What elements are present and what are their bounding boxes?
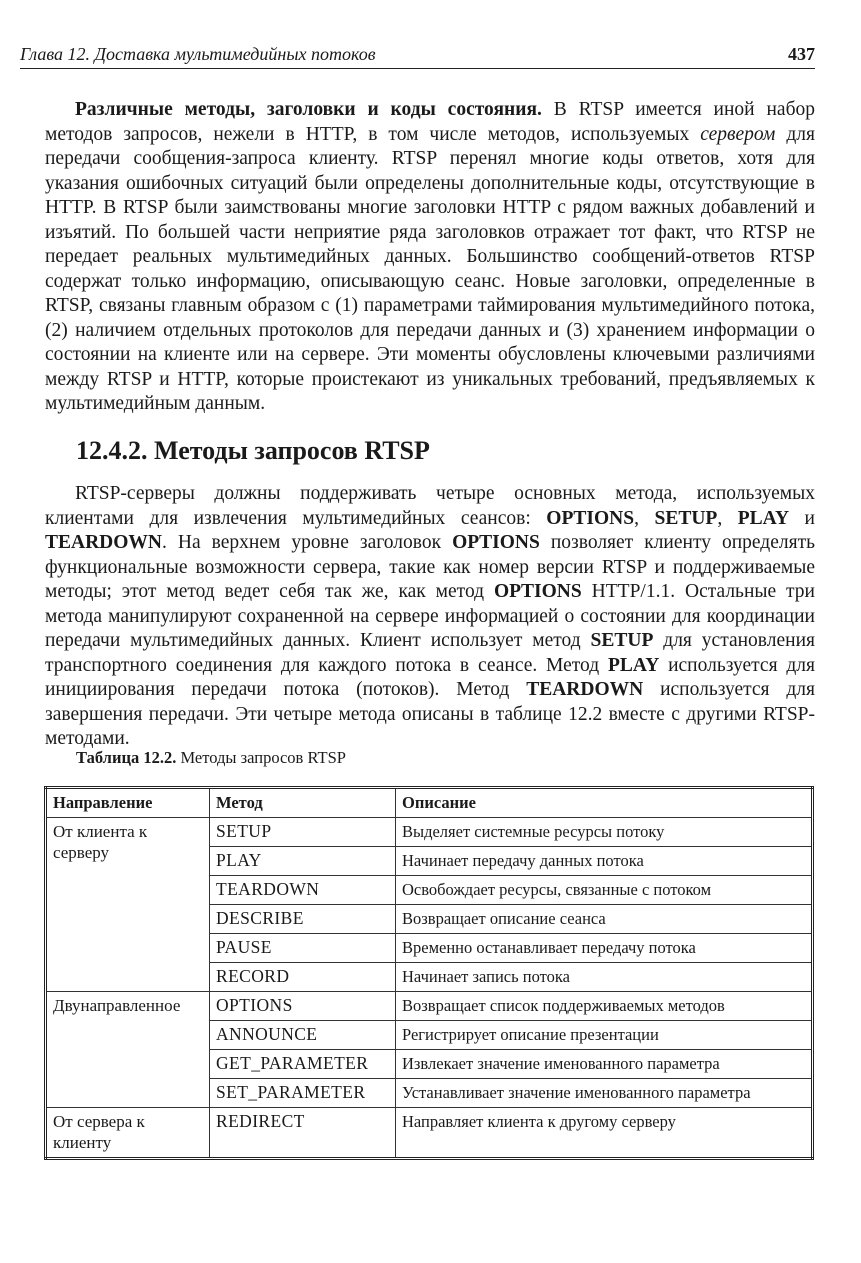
description-cell: Выделяет системные ресурсы потоку <box>396 818 813 847</box>
table-row <box>46 992 813 1021</box>
method-cell: PLAY <box>210 847 396 876</box>
paragraph-text: используется для завершения передачи. Эти четыре метода описаны в таблице 12.2 вместе с другими RTSP-методами. <box>45 679 815 749</box>
table-row <box>46 818 813 847</box>
method-name: SETUP <box>654 507 718 529</box>
description-cell: Возвращает список поддерживаемых методов <box>396 992 813 1021</box>
method-cell: GET_PARAMETER <box>210 1050 396 1079</box>
column-header-description: Описание <box>396 788 813 818</box>
paragraph-text: и <box>789 507 815 529</box>
description-cell: Извлекает значение именованного параметра <box>396 1050 813 1079</box>
method-cell: TEARDOWN <box>210 876 396 905</box>
paragraph-text: . На верхнем уровне заголовок <box>162 532 453 553</box>
description-cell: Освобождает ресурсы, связанные с потоком <box>396 876 813 905</box>
method-name: PLAY <box>607 654 660 676</box>
table-header-row <box>46 788 813 818</box>
method-cell: ANNOUNCE <box>210 1021 396 1050</box>
table-caption <box>76 748 346 768</box>
table-caption-label: Таблица 12.2. <box>76 748 177 767</box>
method-name: PLAY <box>737 507 790 529</box>
method-cell: SETUP <box>210 818 396 847</box>
method-cell: DESCRIBE <box>210 905 396 934</box>
method-cell: REDIRECT <box>210 1108 396 1159</box>
description-cell: Временно останавливает передачу потока <box>396 934 813 963</box>
method-cell: RECORD <box>210 963 396 992</box>
description-cell: Возвращает описание сеанса <box>396 905 813 934</box>
description-cell: Направляет клиента к другому серверу <box>396 1108 813 1159</box>
paragraph-text: В RTSP имеется иной набор методов запросов, нежели в HTTP, в том числе методов, используемых <box>45 99 815 145</box>
methods-paragraph <box>45 482 815 752</box>
method-name: TEARDOWN <box>45 532 163 553</box>
section-title: 12.4.2. Методы запросов RTSP <box>76 436 430 465</box>
description-cell: Устанавливает значение именованного параметра <box>396 1079 813 1108</box>
method-cell: PAUSE <box>210 934 396 963</box>
method-name: OPTIONS <box>452 532 540 553</box>
paragraph-text: для установления транспортного соединения для каждого потока в сеансе. Метод <box>45 630 815 676</box>
paragraph-lead: Различные методы, заголовки и коды состояния. <box>75 99 542 120</box>
method-name: OPTIONS <box>546 507 635 529</box>
page-header <box>20 44 815 69</box>
direction-cell: Двунаправленное <box>46 992 210 1108</box>
paragraph-text: , <box>717 507 738 529</box>
description-cell: Начинает передачу данных потока <box>396 847 813 876</box>
table-row <box>46 1108 813 1159</box>
column-header-direction: Направление <box>46 788 210 818</box>
direction-cell: От клиента к серверу <box>46 818 210 992</box>
running-head: Глава 12. Доставка мультимедийных потоков <box>20 44 376 64</box>
method-cell: SET_PARAMETER <box>210 1079 396 1108</box>
paragraph-text: RTSP-серверы должны поддерживать четыре основных метода, используемых клиентами для извлечения мультимедийных сеансов: <box>45 483 815 529</box>
paragraph-text: HTTP/1.1. Остальные три метода манипулируют сохраненной на сервере информацией о состоянии для координации передачи мультимедийных данных. Клиент использует метод <box>45 581 815 651</box>
paragraph-text: позволяет клиенту определять функциональные возможности сервера, такие как номер версии RTSP и поддерживаемые методы; этот метод ведет себя так же, как метод <box>45 532 816 602</box>
description-cell: Регистрирует описание презентации <box>396 1021 813 1050</box>
column-header-method: Метод <box>210 788 396 818</box>
methods-table <box>44 786 814 1160</box>
description-cell: Начинает запись потока <box>396 963 813 992</box>
paragraph-text: используется для инициирования передачи потока (потоков). Метод <box>45 654 815 700</box>
table-caption-text: Методы запросов RTSP <box>176 748 346 767</box>
paragraph-text: для передачи сообщения-запроса клиенту. RTSP перенял многие коды ответов, хотя для указания ошибочных ситуаций были определены дополнительные коды, отсутствующие в HTTP. В RTSP были заимствованы многие заголовки HTTP с рядом важных добавлений и изъятий. По большей части неприятие ряда заголовков отражает тот факт, что RTSP не передает реальных мультимедийных данных. Большинство сообщений-ответов RTSP содержат только информацию, описывающую сеанс. Новые заголовки, определенные в RTSP, связаны главным образом с (1) параметрами таймирования мультимедийного потока, (2) наличием отдельных протоколов для передачи данных и (3) хранением информации о состоянии на клиенте или на сервере. Эти моменты обусловлены ключевыми различиями между RTSP и HTTP, которые проистекают из уникальных требований, предъявляемых к мультимедийным данным. <box>45 123 815 414</box>
method-name: SETUP <box>590 630 654 651</box>
method-cell: OPTIONS <box>210 992 396 1021</box>
direction-cell: От сервера к клиенту <box>46 1108 210 1159</box>
paragraph-text: , <box>634 507 655 529</box>
page-number: 437 <box>788 44 815 64</box>
method-name: TEARDOWN <box>526 679 644 700</box>
method-name: OPTIONS <box>493 581 582 602</box>
paragraph-italic: сервером <box>700 123 776 145</box>
intro-paragraph <box>45 98 815 417</box>
